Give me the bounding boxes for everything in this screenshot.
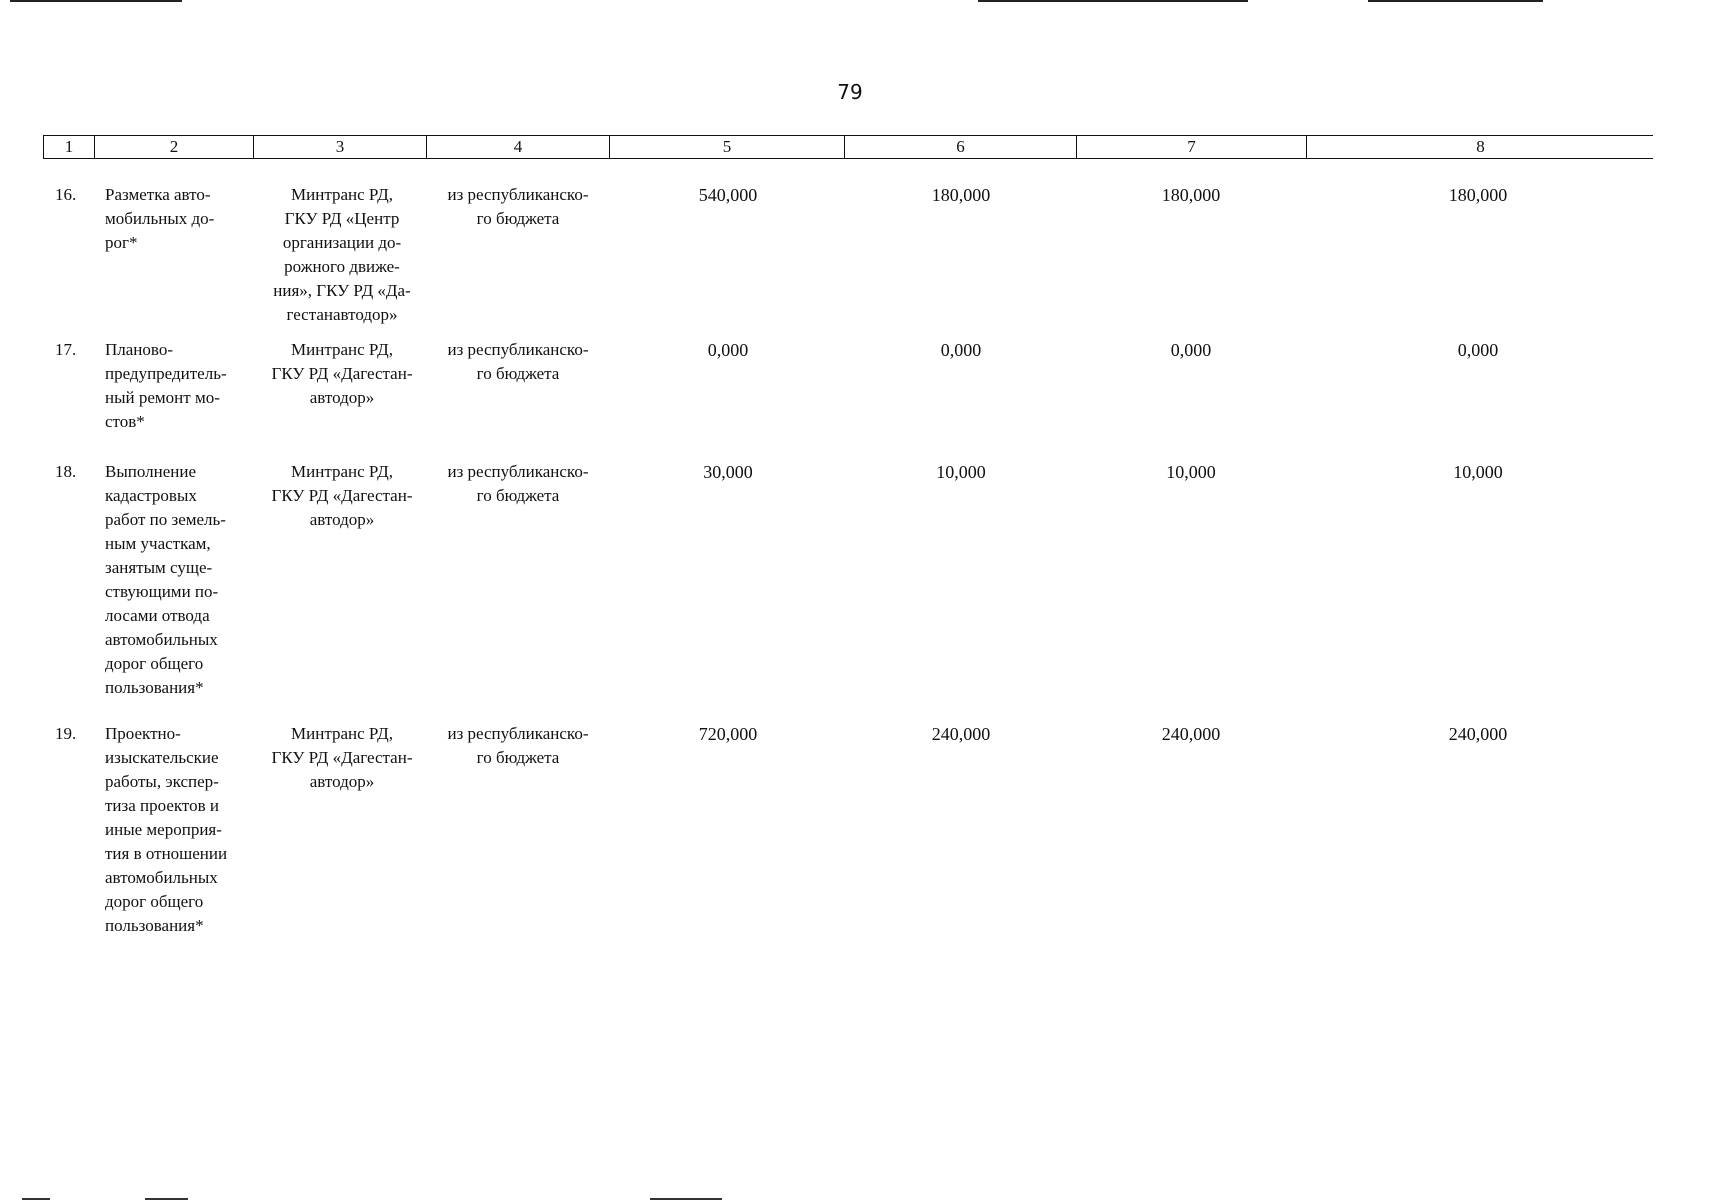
amount-year-3: 10,000 [1453,462,1503,482]
column-header: 4 [427,136,610,158]
amount-year-3: 180,000 [1448,185,1508,205]
scan-edge-mark [1368,0,1543,2]
executor: Минтранс РД, ГКУ РД «Дагестан- автодор» [271,462,413,529]
column-header: 3 [254,136,427,158]
scan-edge-mark [145,1198,188,1200]
column-header: 1 [44,136,95,158]
amount-total: 540,000 [698,185,758,205]
amount-year-2: 10,000 [1166,462,1216,482]
funding-source: из республиканско- го бюджета [447,185,589,228]
scan-edge-mark [650,1198,722,1200]
row-number: 17. [55,340,77,359]
table-row [43,338,1653,438]
amount-year-2: 240,000 [1161,724,1221,744]
column-header: 2 [95,136,254,158]
executor: Минтранс РД, ГКУ РД «Центр организации до- рожного движе- ния», ГКУ РД «Да- гестанавтодор» [273,185,411,324]
column-header: 6 [845,136,1077,158]
measure-name: Планово- предупредитель- ный ремонт мо- стов* [105,340,227,431]
amount-year-1: 0,000 [940,340,982,360]
measure-name: Разметка авто- мобильных до- рог* [105,185,215,252]
executor: Минтранс РД, ГКУ РД «Дагестан- автодор» [271,340,413,407]
measure-name: Выполнение кадастровых работ по земель- ным участкам, занятым суще- ствующими по- лосами отвода автомобильных дорог общего пользования* [105,462,226,697]
amount-year-3: 0,000 [1457,340,1499,360]
measure-name: Проектно- изыскательские работы, экспер- тиза проектов и иные мероприя- тия в отношении автомобильных дорог общего пользования* [105,724,228,935]
amount-year-2: 180,000 [1161,185,1221,205]
scan-edge-mark [10,0,182,2]
table-row [43,183,1653,333]
amount-year-1: 10,000 [936,462,986,482]
scan-edge-mark [978,0,1248,2]
amount-year-1: 180,000 [931,185,991,205]
amount-total: 720,000 [698,724,758,744]
amount-total: 0,000 [707,340,749,360]
row-number: 16. [55,185,77,204]
row-number: 19. [55,724,77,743]
funding-source: из республиканско- го бюджета [447,340,589,383]
amount-year-3: 240,000 [1448,724,1508,744]
table-row [43,722,1653,947]
amount-year-1: 240,000 [931,724,991,744]
table-row [43,460,1653,705]
amount-year-2: 0,000 [1170,340,1212,360]
column-header: 8 [1476,137,1485,156]
amount-total: 30,000 [703,462,753,482]
page-number: 79 [837,80,863,104]
row-number: 18. [55,462,77,481]
column-header: 5 [610,136,845,158]
table-header [43,135,1653,159]
scan-edge-mark [22,1198,50,1200]
column-header: 7 [1077,136,1307,158]
funding-source: из республиканско- го бюджета [447,724,589,767]
executor: Минтранс РД, ГКУ РД «Дагестан- автодор» [271,724,413,791]
funding-source: из республиканско- го бюджета [447,462,589,505]
